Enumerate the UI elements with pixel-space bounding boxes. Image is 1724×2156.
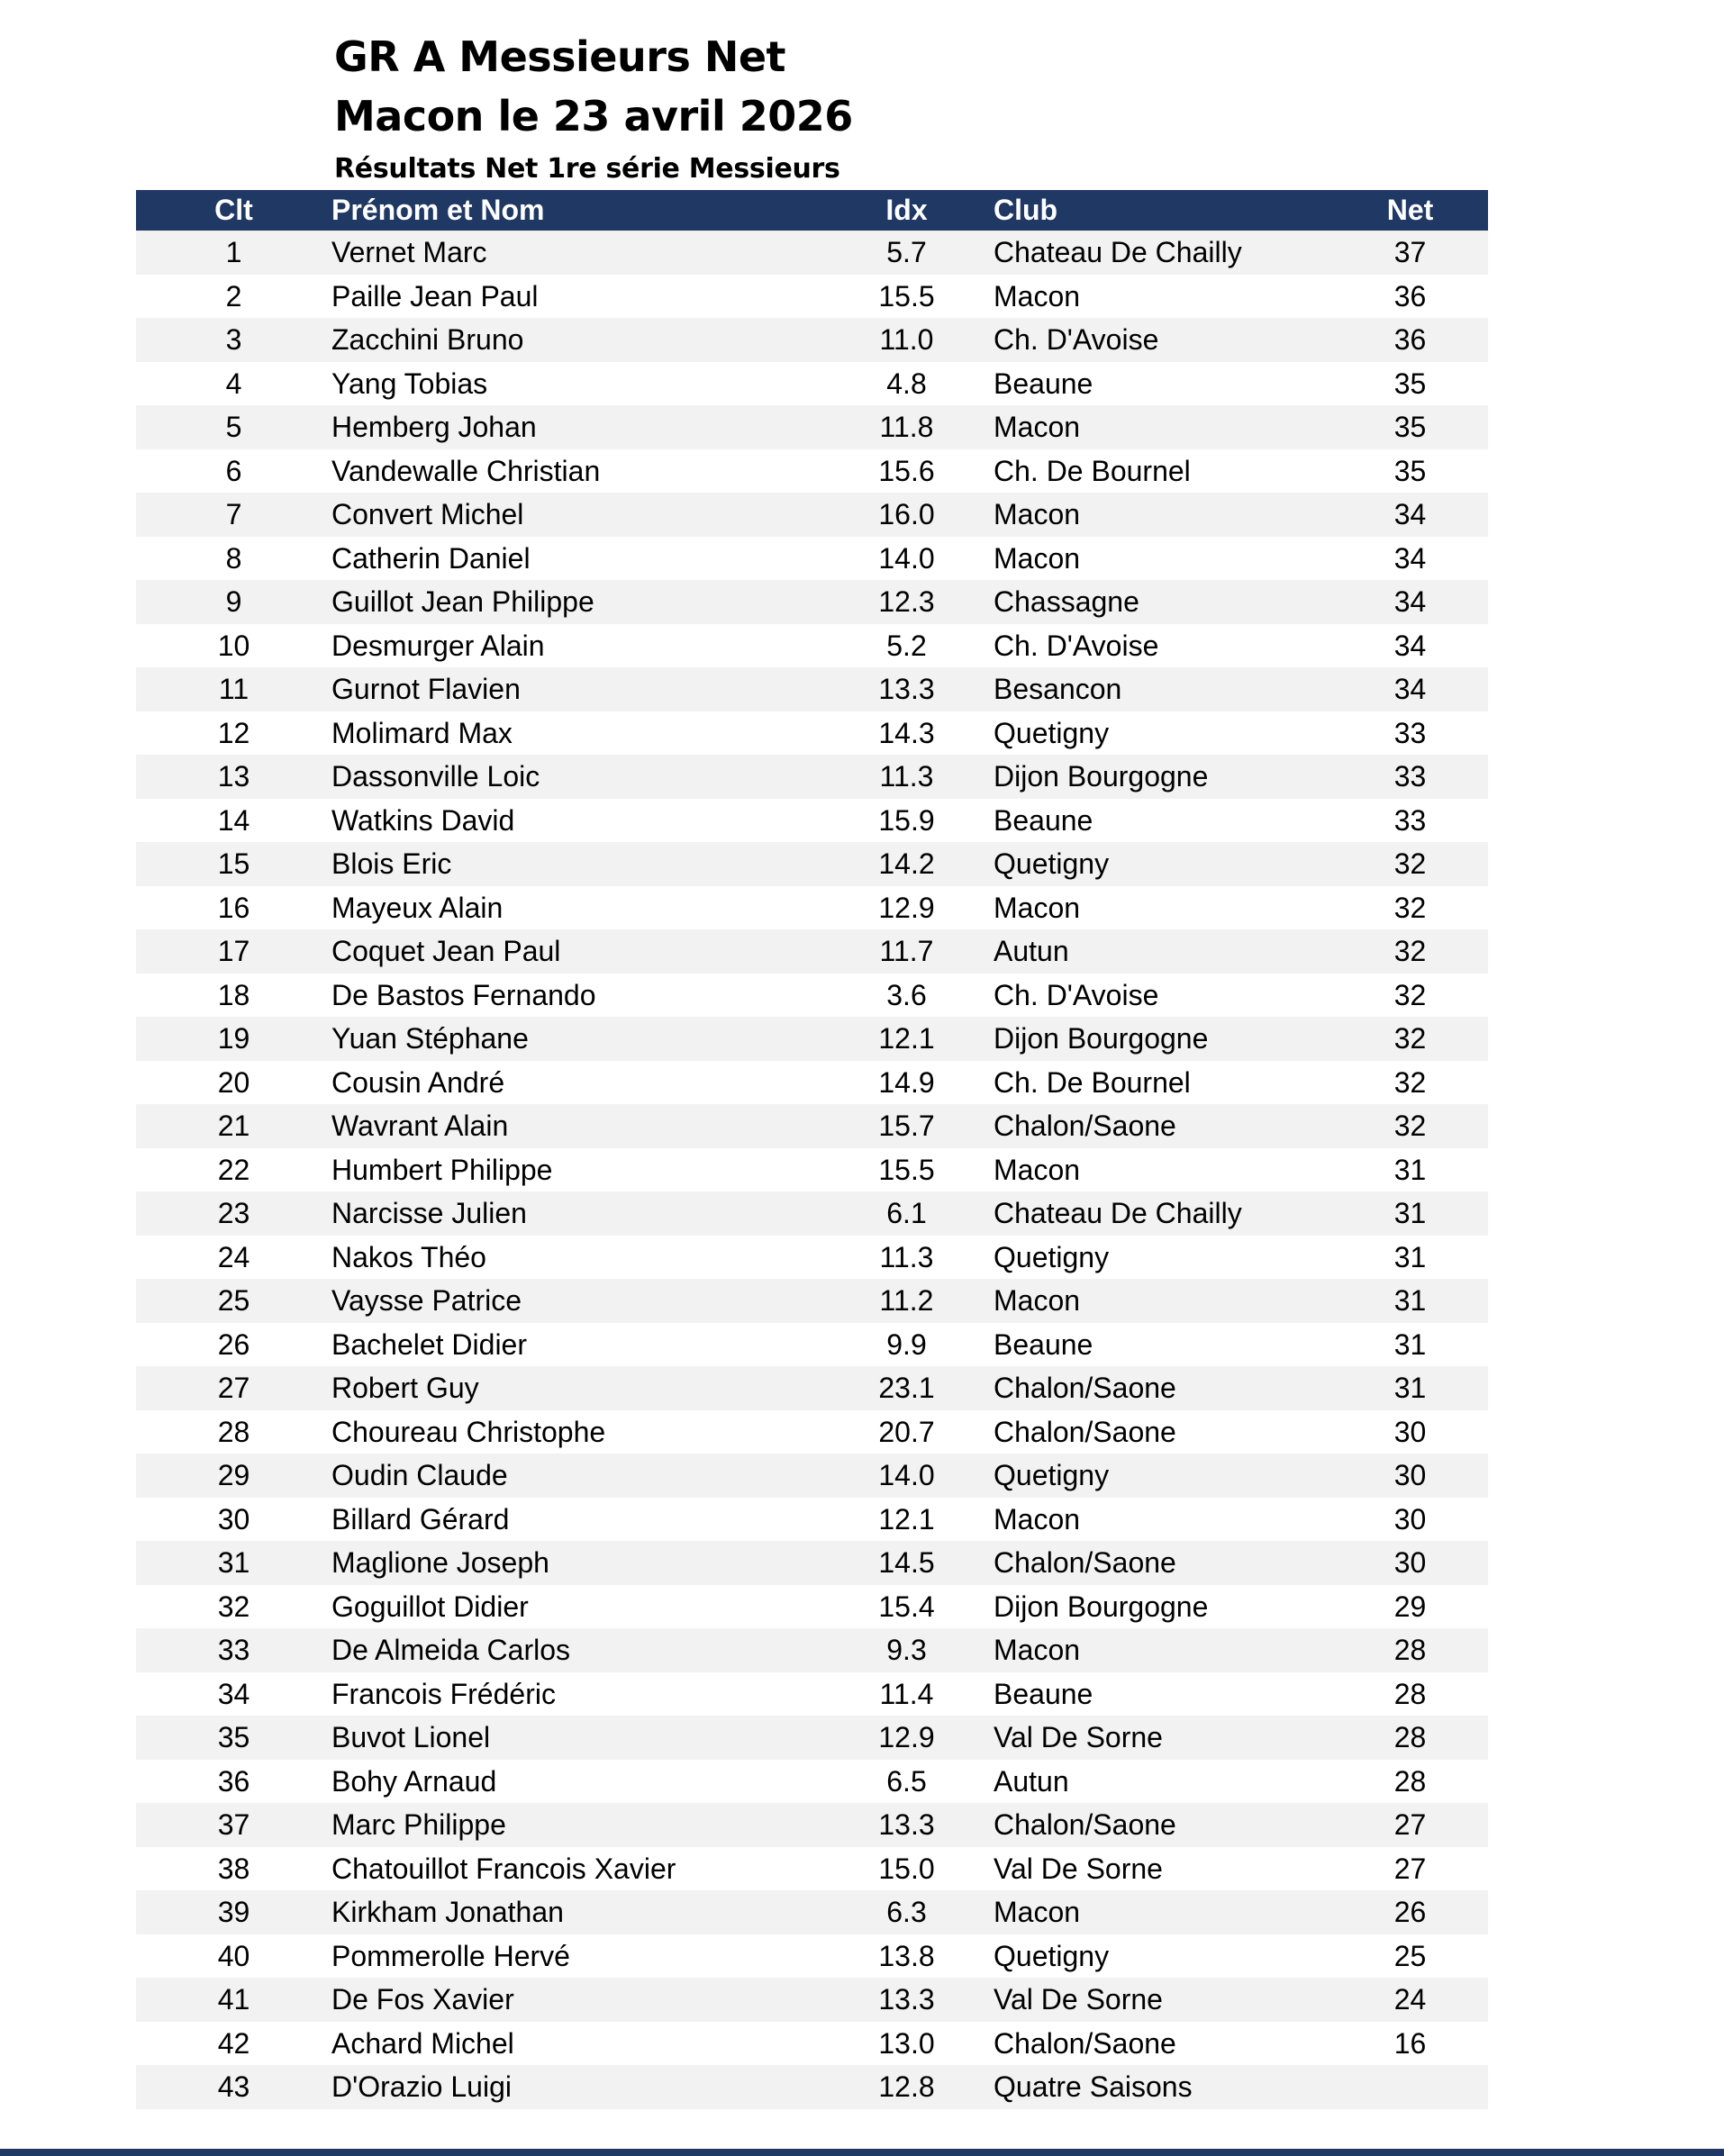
rank-cell: 13 xyxy=(136,755,331,799)
document-header xyxy=(334,27,853,187)
rank-cell: 8 xyxy=(136,537,331,581)
club-cell: Dijon Bourgogne xyxy=(994,1017,1332,1061)
rank-cell: 24 xyxy=(136,1236,331,1280)
table-row xyxy=(136,1803,1488,1847)
rank-cell: 17 xyxy=(136,929,331,974)
rank-cell: 18 xyxy=(136,974,331,1018)
table-row xyxy=(136,1847,1488,1891)
net-score-cell: 27 xyxy=(1332,1803,1488,1847)
net-score-cell: 27 xyxy=(1332,1847,1488,1891)
index-cell: 14.5 xyxy=(820,1541,994,1585)
net-score-cell: 30 xyxy=(1332,1454,1488,1498)
table-row xyxy=(136,493,1488,537)
table-row xyxy=(136,1410,1488,1454)
table-row xyxy=(136,1498,1488,1542)
player-name-cell: Molimard Max xyxy=(331,711,820,756)
index-cell: 15.9 xyxy=(820,799,994,843)
rank-cell: 30 xyxy=(136,1498,331,1542)
results-table xyxy=(136,190,1488,2109)
club-cell: Macon xyxy=(994,886,1332,930)
player-name-cell: Guillot Jean Philippe xyxy=(331,580,820,624)
table-row xyxy=(136,886,1488,930)
club-cell: Macon xyxy=(994,1498,1332,1542)
table-row xyxy=(136,1017,1488,1061)
player-name-cell: Catherin Daniel xyxy=(331,537,820,581)
player-name-cell: Coquet Jean Paul xyxy=(331,929,820,974)
index-cell: 20.7 xyxy=(820,1410,994,1454)
rank-cell: 29 xyxy=(136,1454,331,1498)
table-row xyxy=(136,1978,1488,2022)
club-cell: Chalon/Saone xyxy=(994,1104,1332,1148)
rank-cell: 39 xyxy=(136,1890,331,1934)
table-row xyxy=(136,1279,1488,1323)
rank-cell: 9 xyxy=(136,580,331,624)
club-cell: Chalon/Saone xyxy=(994,1541,1332,1585)
player-name-cell: Choureau Christophe xyxy=(331,1410,820,1454)
table-row xyxy=(136,1104,1488,1148)
table-row xyxy=(136,580,1488,624)
player-name-cell: Billard Gérard xyxy=(331,1498,820,1542)
table-row xyxy=(136,537,1488,581)
club-cell: Val De Sorne xyxy=(994,1847,1332,1891)
table-row xyxy=(136,1672,1488,1717)
net-score-cell: 32 xyxy=(1332,1017,1488,1061)
index-cell: 13.3 xyxy=(820,1803,994,1847)
rank-cell: 4 xyxy=(136,362,331,406)
rank-cell: 36 xyxy=(136,1760,331,1804)
rank-cell: 5 xyxy=(136,405,331,449)
table-row xyxy=(136,275,1488,319)
table-row xyxy=(136,1323,1488,1367)
index-cell: 5.2 xyxy=(820,624,994,668)
index-cell: 11.3 xyxy=(820,755,994,799)
club-cell: Ch. D'Avoise xyxy=(994,318,1332,362)
rank-cell: 42 xyxy=(136,2022,331,2066)
net-score-cell: 30 xyxy=(1332,1410,1488,1454)
index-cell: 15.6 xyxy=(820,449,994,494)
rank-cell: 23 xyxy=(136,1191,331,1236)
rank-cell: 28 xyxy=(136,1410,331,1454)
club-cell: Dijon Bourgogne xyxy=(994,755,1332,799)
index-cell: 23.1 xyxy=(820,1366,994,1410)
net-score-cell: 33 xyxy=(1332,711,1488,756)
table-row xyxy=(136,1760,1488,1804)
net-score-cell: 33 xyxy=(1332,755,1488,799)
net-score-cell: 34 xyxy=(1332,537,1488,581)
net-score-cell: 36 xyxy=(1332,275,1488,319)
rank-cell: 6 xyxy=(136,449,331,494)
rank-cell: 20 xyxy=(136,1061,331,1105)
index-cell: 12.9 xyxy=(820,1716,994,1760)
player-name-cell: De Bastos Fernando xyxy=(331,974,820,1018)
rank-cell: 25 xyxy=(136,1279,331,1323)
index-cell: 12.1 xyxy=(820,1017,994,1061)
rank-cell: 21 xyxy=(136,1104,331,1148)
net-score-cell: 28 xyxy=(1332,1760,1488,1804)
rank-cell: 3 xyxy=(136,318,331,362)
club-cell: Ch. De Bournel xyxy=(994,1061,1332,1105)
club-cell: Quetigny xyxy=(994,842,1332,886)
club-cell: Chalon/Saone xyxy=(994,2022,1332,2066)
club-cell: Besancon xyxy=(994,667,1332,711)
rank-cell: 35 xyxy=(136,1716,331,1760)
rank-cell: 19 xyxy=(136,1017,331,1061)
rank-cell: 1 xyxy=(136,231,331,275)
index-cell: 3.6 xyxy=(820,974,994,1018)
table-row xyxy=(136,1716,1488,1760)
net-score-cell: 32 xyxy=(1332,1061,1488,1105)
net-score-cell: 35 xyxy=(1332,405,1488,449)
index-cell: 11.8 xyxy=(820,405,994,449)
rank-cell: 27 xyxy=(136,1366,331,1410)
rank-cell: 2 xyxy=(136,275,331,319)
table-row xyxy=(136,405,1488,449)
club-cell: Autun xyxy=(994,929,1332,974)
table-row xyxy=(136,1148,1488,1192)
table-row xyxy=(136,1585,1488,1629)
player-name-cell: De Almeida Carlos xyxy=(331,1628,820,1672)
net-score-cell xyxy=(1332,2065,1488,2109)
table-row xyxy=(136,1934,1488,1979)
club-cell: Val De Sorne xyxy=(994,1716,1332,1760)
club-cell: Beaune xyxy=(994,1672,1332,1717)
index-cell: 15.5 xyxy=(820,1148,994,1192)
club-cell: Chateau De Chailly xyxy=(994,1191,1332,1236)
club-cell: Macon xyxy=(994,1279,1332,1323)
rank-cell: 26 xyxy=(136,1323,331,1367)
index-cell: 15.4 xyxy=(820,1585,994,1629)
index-cell: 14.0 xyxy=(820,537,994,581)
net-score-cell: 33 xyxy=(1332,799,1488,843)
rank-cell: 32 xyxy=(136,1585,331,1629)
player-name-cell: Francois Frédéric xyxy=(331,1672,820,1717)
net-score-cell: 32 xyxy=(1332,886,1488,930)
net-score-cell: 31 xyxy=(1332,1366,1488,1410)
table-row xyxy=(136,449,1488,494)
rank-cell: 38 xyxy=(136,1847,331,1891)
club-cell: Chassagne xyxy=(994,580,1332,624)
index-cell: 15.5 xyxy=(820,275,994,319)
club-cell: Chalon/Saone xyxy=(994,1410,1332,1454)
club-cell: Autun xyxy=(994,1760,1332,1804)
player-name-cell: Vandewalle Christian xyxy=(331,449,820,494)
column-header-clt: Clt xyxy=(136,190,331,231)
player-name-cell: Pommerolle Hervé xyxy=(331,1934,820,1979)
rank-cell: 11 xyxy=(136,667,331,711)
club-cell: Dijon Bourgogne xyxy=(994,1585,1332,1629)
net-score-cell: 36 xyxy=(1332,318,1488,362)
index-cell: 11.2 xyxy=(820,1279,994,1323)
club-cell: Ch. D'Avoise xyxy=(994,974,1332,1018)
player-name-cell: Cousin André xyxy=(331,1061,820,1105)
column-header-net: Net xyxy=(1332,190,1488,231)
club-cell: Val De Sorne xyxy=(994,1978,1332,2022)
player-name-cell: Robert Guy xyxy=(331,1366,820,1410)
index-cell: 11.4 xyxy=(820,1672,994,1717)
rank-cell: 34 xyxy=(136,1672,331,1717)
table-row xyxy=(136,842,1488,886)
player-name-cell: Yang Tobias xyxy=(331,362,820,406)
player-name-cell: Zacchini Bruno xyxy=(331,318,820,362)
club-cell: Macon xyxy=(994,537,1332,581)
player-name-cell: Mayeux Alain xyxy=(331,886,820,930)
table-row xyxy=(136,974,1488,1018)
document-title: GR A Messieurs Net xyxy=(334,32,786,81)
index-cell: 14.9 xyxy=(820,1061,994,1105)
index-cell: 16.0 xyxy=(820,493,994,537)
column-header-idx: Idx xyxy=(820,190,994,231)
rank-cell: 33 xyxy=(136,1628,331,1672)
results-body xyxy=(136,231,1488,2109)
net-score-cell: 32 xyxy=(1332,842,1488,886)
table-row xyxy=(136,667,1488,711)
rank-cell: 31 xyxy=(136,1541,331,1585)
player-name-cell: Paille Jean Paul xyxy=(331,275,820,319)
net-score-cell: 29 xyxy=(1332,1585,1488,1629)
club-cell: Quatre Saisons xyxy=(994,2065,1332,2109)
net-score-cell: 32 xyxy=(1332,929,1488,974)
rank-cell: 12 xyxy=(136,711,331,756)
table-row xyxy=(136,929,1488,974)
index-cell: 12.1 xyxy=(820,1498,994,1542)
index-cell: 4.8 xyxy=(820,362,994,406)
table-row xyxy=(136,2065,1488,2109)
rank-cell: 16 xyxy=(136,886,331,930)
player-name-cell: De Fos Xavier xyxy=(331,1978,820,2022)
player-name-cell: Goguillot Didier xyxy=(331,1585,820,1629)
club-cell: Macon xyxy=(994,1890,1332,1934)
club-cell: Beaune xyxy=(994,799,1332,843)
rank-cell: 40 xyxy=(136,1934,331,1979)
club-cell: Macon xyxy=(994,405,1332,449)
club-cell: Beaune xyxy=(994,362,1332,406)
player-name-cell: Kirkham Jonathan xyxy=(331,1890,820,1934)
table-row xyxy=(136,362,1488,406)
club-cell: Quetigny xyxy=(994,1454,1332,1498)
rank-cell: 10 xyxy=(136,624,331,668)
rank-cell: 22 xyxy=(136,1148,331,1192)
player-name-cell: Humbert Philippe xyxy=(331,1148,820,1192)
player-name-cell: Vernet Marc xyxy=(331,231,820,275)
index-cell: 6.3 xyxy=(820,1890,994,1934)
club-cell: Chalon/Saone xyxy=(994,1803,1332,1847)
index-cell: 11.0 xyxy=(820,318,994,362)
player-name-cell: Watkins David xyxy=(331,799,820,843)
club-cell: Ch. D'Avoise xyxy=(994,624,1332,668)
index-cell: 13.8 xyxy=(820,1934,994,1979)
club-cell: Chalon/Saone xyxy=(994,1366,1332,1410)
player-name-cell: Gurnot Flavien xyxy=(331,667,820,711)
net-score-cell: 30 xyxy=(1332,1498,1488,1542)
index-cell: 13.0 xyxy=(820,2022,994,2066)
index-cell: 12.9 xyxy=(820,886,994,930)
club-cell: Quetigny xyxy=(994,1934,1332,1979)
player-name-cell: Blois Eric xyxy=(331,842,820,886)
index-cell: 6.1 xyxy=(820,1191,994,1236)
table-row xyxy=(136,1061,1488,1105)
net-score-cell: 31 xyxy=(1332,1191,1488,1236)
net-score-cell: 28 xyxy=(1332,1716,1488,1760)
player-name-cell: Dassonville Loic xyxy=(331,755,820,799)
player-name-cell: Maglione Joseph xyxy=(331,1541,820,1585)
club-cell: Chateau De Chailly xyxy=(994,231,1332,275)
bottom-rule xyxy=(0,2149,1724,2156)
player-name-cell: Marc Philippe xyxy=(331,1803,820,1847)
net-score-cell: 37 xyxy=(1332,231,1488,275)
table-row xyxy=(136,1191,1488,1236)
index-cell: 11.7 xyxy=(820,929,994,974)
club-cell: Macon xyxy=(994,1628,1332,1672)
index-cell: 13.3 xyxy=(820,667,994,711)
table-row xyxy=(136,1628,1488,1672)
index-cell: 12.8 xyxy=(820,2065,994,2109)
player-name-cell: Yuan Stéphane xyxy=(331,1017,820,1061)
player-name-cell: Desmurger Alain xyxy=(331,624,820,668)
net-score-cell: 28 xyxy=(1332,1628,1488,1672)
net-score-cell: 26 xyxy=(1332,1890,1488,1934)
club-cell: Macon xyxy=(994,493,1332,537)
table-row xyxy=(136,1890,1488,1934)
index-cell: 15.0 xyxy=(820,1847,994,1891)
net-score-cell: 28 xyxy=(1332,1672,1488,1717)
net-score-cell: 32 xyxy=(1332,1104,1488,1148)
club-cell: Macon xyxy=(994,275,1332,319)
player-name-cell: Wavrant Alain xyxy=(331,1104,820,1148)
index-cell: 12.3 xyxy=(820,580,994,624)
rank-cell: 14 xyxy=(136,799,331,843)
table-row xyxy=(136,2022,1488,2066)
net-score-cell: 34 xyxy=(1332,580,1488,624)
net-score-cell: 31 xyxy=(1332,1279,1488,1323)
player-name-cell: Chatouillot Francois Xavier xyxy=(331,1847,820,1891)
net-score-cell: 34 xyxy=(1332,493,1488,537)
club-cell: Ch. De Bournel xyxy=(994,449,1332,494)
index-cell: 14.2 xyxy=(820,842,994,886)
table-row xyxy=(136,1366,1488,1410)
table-header-row xyxy=(136,190,1488,231)
event-date-title: Macon le 23 avril 2026 xyxy=(334,92,853,140)
player-name-cell: Vaysse Patrice xyxy=(331,1279,820,1323)
player-name-cell: D'Orazio Luigi xyxy=(331,2065,820,2109)
rank-cell: 7 xyxy=(136,493,331,537)
net-score-cell: 24 xyxy=(1332,1978,1488,2022)
net-score-cell: 32 xyxy=(1332,974,1488,1018)
index-cell: 9.9 xyxy=(820,1323,994,1367)
table-row xyxy=(136,1236,1488,1280)
net-score-cell: 31 xyxy=(1332,1148,1488,1192)
club-cell: Quetigny xyxy=(994,1236,1332,1280)
club-cell: Quetigny xyxy=(994,711,1332,756)
index-cell: 15.7 xyxy=(820,1104,994,1148)
results-subtitle: Résultats Net 1re série Messieurs xyxy=(334,153,840,185)
net-score-cell: 25 xyxy=(1332,1934,1488,1979)
table-row xyxy=(136,711,1488,756)
player-name-cell: Nakos Théo xyxy=(331,1236,820,1280)
index-cell: 11.3 xyxy=(820,1236,994,1280)
index-cell: 6.5 xyxy=(820,1760,994,1804)
table-row xyxy=(136,231,1488,275)
index-cell: 9.3 xyxy=(820,1628,994,1672)
rank-cell: 15 xyxy=(136,842,331,886)
player-name-cell: Achard Michel xyxy=(331,2022,820,2066)
rank-cell: 37 xyxy=(136,1803,331,1847)
player-name-cell: Buvot Lionel xyxy=(331,1716,820,1760)
net-score-cell: 31 xyxy=(1332,1323,1488,1367)
net-score-cell: 16 xyxy=(1332,2022,1488,2066)
rank-cell: 43 xyxy=(136,2065,331,2109)
player-name-cell: Convert Michel xyxy=(331,493,820,537)
column-header-name: Prénom et Nom xyxy=(331,190,820,231)
column-header-club: Club xyxy=(994,190,1332,231)
index-cell: 14.0 xyxy=(820,1454,994,1498)
table-row xyxy=(136,1541,1488,1585)
index-cell: 13.3 xyxy=(820,1978,994,2022)
table-row xyxy=(136,755,1488,799)
net-score-cell: 35 xyxy=(1332,362,1488,406)
net-score-cell: 30 xyxy=(1332,1541,1488,1585)
net-score-cell: 35 xyxy=(1332,449,1488,494)
index-cell: 14.3 xyxy=(820,711,994,756)
table-row xyxy=(136,799,1488,843)
net-score-cell: 34 xyxy=(1332,667,1488,711)
player-name-cell: Hemberg Johan xyxy=(331,405,820,449)
player-name-cell: Oudin Claude xyxy=(331,1454,820,1498)
table-row xyxy=(136,1454,1488,1498)
rank-cell: 41 xyxy=(136,1978,331,2022)
net-score-cell: 31 xyxy=(1332,1236,1488,1280)
player-name-cell: Bohy Arnaud xyxy=(331,1760,820,1804)
net-score-cell: 34 xyxy=(1332,624,1488,668)
table-row xyxy=(136,318,1488,362)
club-cell: Beaune xyxy=(994,1323,1332,1367)
player-name-cell: Narcisse Julien xyxy=(331,1191,820,1236)
table-row xyxy=(136,624,1488,668)
player-name-cell: Bachelet Didier xyxy=(331,1323,820,1367)
index-cell: 5.7 xyxy=(820,231,994,275)
club-cell: Macon xyxy=(994,1148,1332,1192)
